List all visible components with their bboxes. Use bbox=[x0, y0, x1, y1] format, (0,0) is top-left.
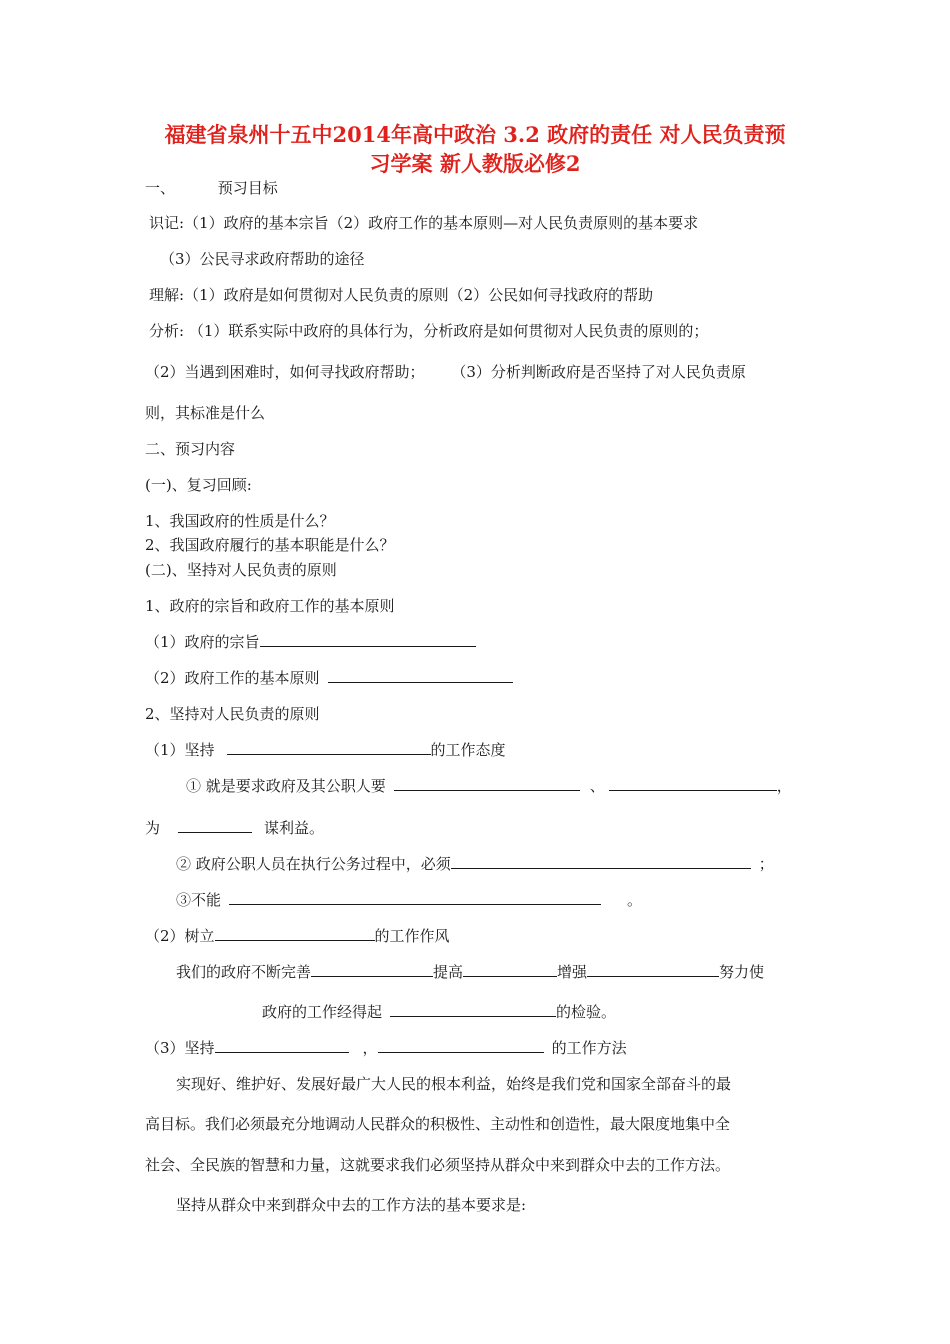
review-heading: (一)、复习回顾: bbox=[145, 476, 252, 494]
fill-blank[interactable] bbox=[229, 890, 601, 905]
separator-comma: ， bbox=[362, 1039, 378, 1057]
requirement-1-for: 为 bbox=[145, 819, 161, 837]
workstyle-line-2 bbox=[262, 1002, 616, 1022]
workstyle-line bbox=[176, 962, 764, 982]
fill-blank[interactable] bbox=[451, 854, 751, 869]
analyze-item-2: （2）当遇到困难时，如何寻找政府帮助； bbox=[145, 363, 425, 381]
point-2-1-suffix: 的工作态度 bbox=[430, 741, 506, 759]
requirement-1-cont bbox=[145, 818, 324, 838]
fill-blank[interactable] bbox=[227, 740, 431, 755]
requirement-1-line bbox=[186, 776, 792, 796]
fill-blank[interactable] bbox=[463, 962, 557, 977]
fill-blank[interactable] bbox=[215, 1038, 349, 1053]
requirement-3-line bbox=[176, 890, 642, 910]
section-1-heading bbox=[145, 178, 278, 198]
document-title bbox=[120, 120, 830, 178]
recall-line-1: 识记:（1）政府的基本宗旨（2）政府工作的基本原则—对人民负责原则的基本要求 bbox=[149, 214, 699, 232]
point-2-1-label: （1）坚持 bbox=[145, 741, 215, 759]
review-question-2: 2、我国政府履行的基本职能是什么？ bbox=[145, 536, 395, 554]
fill-blank[interactable] bbox=[311, 962, 433, 977]
review-question-1: 1、我国政府的性质是什么？ bbox=[145, 512, 335, 530]
section-1-number: 一、 bbox=[145, 179, 176, 197]
workstyle-text-1: 我们的政府不断完善 bbox=[176, 963, 312, 981]
analyze-line-2 bbox=[145, 362, 746, 382]
requirement-1-text: ① 就是要求政府及其公职人要 bbox=[186, 777, 386, 795]
workstyle-text-3: 增强 bbox=[557, 963, 588, 981]
title-line-1: 福建省泉州十五中2014年高中政治 3.2 政府的责任 对人民负责预 bbox=[164, 122, 786, 147]
paragraph-1-line-2: 高目标。我们必须最充分地调动人民群众的积极性、主动性和创造性，最大限度地集中全 bbox=[145, 1115, 731, 1133]
fill-blank[interactable] bbox=[390, 1002, 556, 1017]
point-2-2-suffix: 的工作作风 bbox=[374, 927, 450, 945]
point-1-1-label: （1）政府的宗旨 bbox=[145, 633, 260, 651]
section-2-heading: 二、预习内容 bbox=[145, 440, 236, 458]
workstyle-text-2: 提高 bbox=[433, 963, 464, 981]
point-2-heading: 2、坚持对人民负责的原则 bbox=[145, 705, 320, 723]
separator-semicolon: ； bbox=[758, 855, 774, 873]
section-1-title: 预习目标 bbox=[217, 179, 278, 197]
requirement-2-text: ② 政府公职人员在执行公务过程中，必须 bbox=[176, 855, 451, 873]
fill-blank[interactable] bbox=[609, 776, 777, 791]
fill-blank[interactable] bbox=[215, 926, 375, 941]
point-1-2-line bbox=[145, 668, 513, 688]
adhere-heading: (二)、坚持对人民负责的原则 bbox=[145, 561, 337, 579]
separator-comma: 、 bbox=[589, 777, 605, 795]
requirement-2-line bbox=[176, 854, 774, 874]
point-2-1-line bbox=[145, 740, 506, 760]
requirement-1-end: 谋利益。 bbox=[264, 819, 325, 837]
paragraph-1-line-1: 实现好、维护好、发展好最广大人民的根本利益，始终是我们党和国家全部奋斗的最 bbox=[176, 1075, 732, 1093]
point-1-heading: 1、政府的宗旨和政府工作的基本原则 bbox=[145, 597, 395, 615]
fill-blank[interactable] bbox=[587, 962, 719, 977]
point-2-2-line bbox=[145, 926, 450, 946]
paragraph-2: 坚持从群众中来到群众中去的工作方法的基本要求是: bbox=[176, 1196, 527, 1214]
paragraph-1-line-3: 社会、全民族的智慧和力量，这就要求我们必须坚持从群众中来到群众中去的工作方法。 bbox=[145, 1156, 731, 1174]
point-2-3-suffix: 的工作方法 bbox=[551, 1039, 627, 1057]
understand-line: 理解:（1）政府是如何贯彻对人民负责的原则（2）公民如何寻找政府的帮助 bbox=[149, 286, 654, 304]
separator-comma: ， bbox=[776, 777, 792, 795]
workstyle-text-6: 的检验。 bbox=[556, 1003, 617, 1021]
fill-blank[interactable] bbox=[178, 818, 252, 833]
point-2-3-label: （3）坚持 bbox=[145, 1039, 215, 1057]
workstyle-text-5: 政府的工作经得起 bbox=[262, 1003, 383, 1021]
requirement-3-text: ③不能 bbox=[176, 891, 222, 909]
period: 。 bbox=[627, 891, 643, 909]
fill-blank[interactable] bbox=[394, 776, 580, 791]
fill-blank[interactable] bbox=[260, 632, 476, 647]
point-2-3-line bbox=[145, 1038, 627, 1058]
recall-line-2: （3）公民寻求政府帮助的途径 bbox=[160, 250, 365, 268]
fill-blank[interactable] bbox=[328, 668, 513, 683]
analyze-item-3: （3）分析判断政府是否坚持了对人民负责原 bbox=[451, 363, 746, 381]
point-2-2-label: （2）树立 bbox=[145, 927, 215, 945]
point-1-2-label: （2）政府工作的基本原则 bbox=[145, 669, 320, 687]
title-line-2: 习学案 新人教版必修2 bbox=[369, 151, 581, 176]
point-1-1-line bbox=[145, 632, 476, 652]
workstyle-text-4: 努力使 bbox=[719, 963, 765, 981]
analyze-line-1: 分析: （1）联系实际中政府的具体行为，分析政府是如何贯彻对人民负责的原则的； bbox=[149, 322, 709, 340]
analyze-line-3: 则，其标准是什么 bbox=[145, 404, 266, 422]
fill-blank[interactable] bbox=[378, 1038, 544, 1053]
